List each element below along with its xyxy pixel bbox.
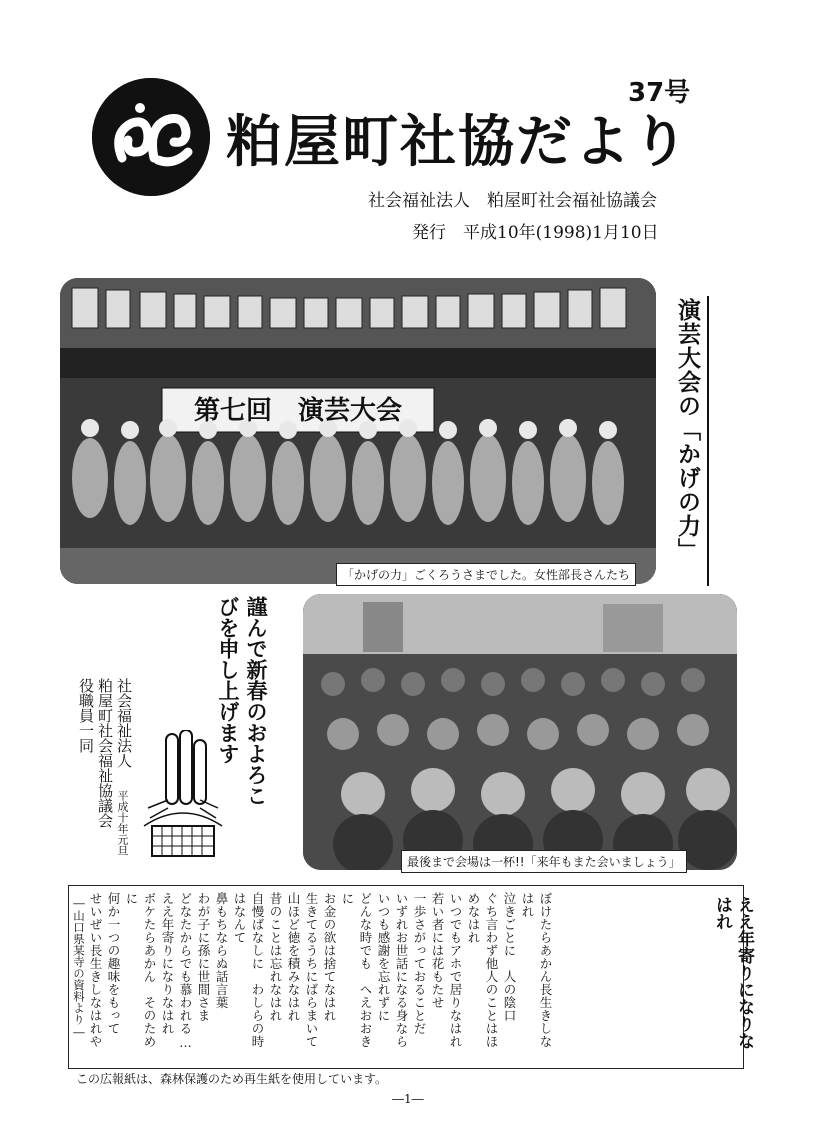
logo-mark-icon xyxy=(92,78,210,196)
org-line: 役職員一同 xyxy=(77,678,95,753)
page-number: ―1― xyxy=(392,1092,424,1106)
poem-line: いつも感謝を忘れずに xyxy=(376,892,391,1022)
poem-line: ええ年寄りになりなはれ xyxy=(160,892,175,1035)
poem-line: 生きてるうちにばらまいて xyxy=(304,892,319,1048)
poem-line: お金の欲は捨てなはれ xyxy=(322,892,337,1022)
stage-photo-image xyxy=(60,278,656,584)
kadomatsu-illustration xyxy=(138,730,228,860)
org-line: 粕屋町社会福祉協議会 xyxy=(96,678,114,828)
greeting-date: 平成十年元旦 xyxy=(116,790,129,856)
poem-line: 一歩さがっておることだ xyxy=(412,892,427,1035)
poem-line: はなんて xyxy=(232,892,247,944)
headline-rule xyxy=(707,296,709,586)
poem-line: どんな時でも へえおおきに xyxy=(340,892,373,1048)
kadomatsu-icon xyxy=(138,730,228,860)
publication-date: 発行 平成10年(1998)1月10日 xyxy=(412,223,659,243)
poem-line: わが子に孫に世間さま xyxy=(196,892,211,1022)
issue-number: 37号 xyxy=(628,78,691,108)
publisher-name: 社会福祉法人 粕屋町社会福祉協議会 xyxy=(368,191,657,211)
poem-line: いつでもアホで居りなはれ xyxy=(448,892,463,1048)
poem-line: 昔のことは忘れなはれ xyxy=(268,892,283,1022)
event-banner: 第七回 演芸大会 xyxy=(193,396,402,426)
poem-line: いずれお世話になる身なら xyxy=(394,892,409,1048)
stage-photo-caption: 「かげの力」ごくろうさまでした。女性部長さんたち xyxy=(336,563,636,586)
poem-line: ぐち言わず他人のことはほめなはれ xyxy=(466,892,499,1048)
audience-photo-caption: 最後まで会場は一杯!!「来年もまた会いましょう」 xyxy=(401,850,687,873)
poem-source: ―山口県某寺の資料より― xyxy=(72,896,86,1039)
poem-line: ぼけたらあかん長生きしなはれ xyxy=(520,892,553,1048)
poem-line: 何か一つの趣味をもって xyxy=(106,892,121,1035)
audience-photo-image xyxy=(303,594,737,870)
organization-logo xyxy=(92,78,210,196)
poem-title: ええ年寄りになりなはれ xyxy=(712,896,754,1049)
poem-body xyxy=(86,892,554,1060)
poem-line: 鼻もちならぬ話言葉 xyxy=(214,892,229,1009)
recycled-paper-note: この広報紙は、森林保護のため再生紙を使用しています。 xyxy=(76,1072,388,1086)
newsletter-title: 粕屋町社協だより xyxy=(226,110,690,175)
poem-line: せいぜい長生きしなはれや xyxy=(88,892,103,1048)
org-line: 社会福祉法人 xyxy=(115,678,133,768)
audience-photo xyxy=(303,594,737,870)
poem-line: 山ほど徳を積みなはれ xyxy=(286,892,301,1022)
feature-headline: 演芸大会の「かげの力」 xyxy=(674,298,700,562)
stage-photo xyxy=(60,278,656,584)
poem-line: 泣きごとに 人の陰口 xyxy=(502,892,517,1022)
poem-line: どなたからでも慕われる… xyxy=(178,892,193,1051)
new-year-greeting: 謹んで新春のおよろこびを申し上げます xyxy=(216,596,269,806)
poem-line: 自慢ばなしに わしらの時 xyxy=(250,892,265,1048)
poem-line: 若い者には花もたせ xyxy=(430,892,445,1009)
poem-line: ボケたらあかん そのために xyxy=(124,892,157,1048)
